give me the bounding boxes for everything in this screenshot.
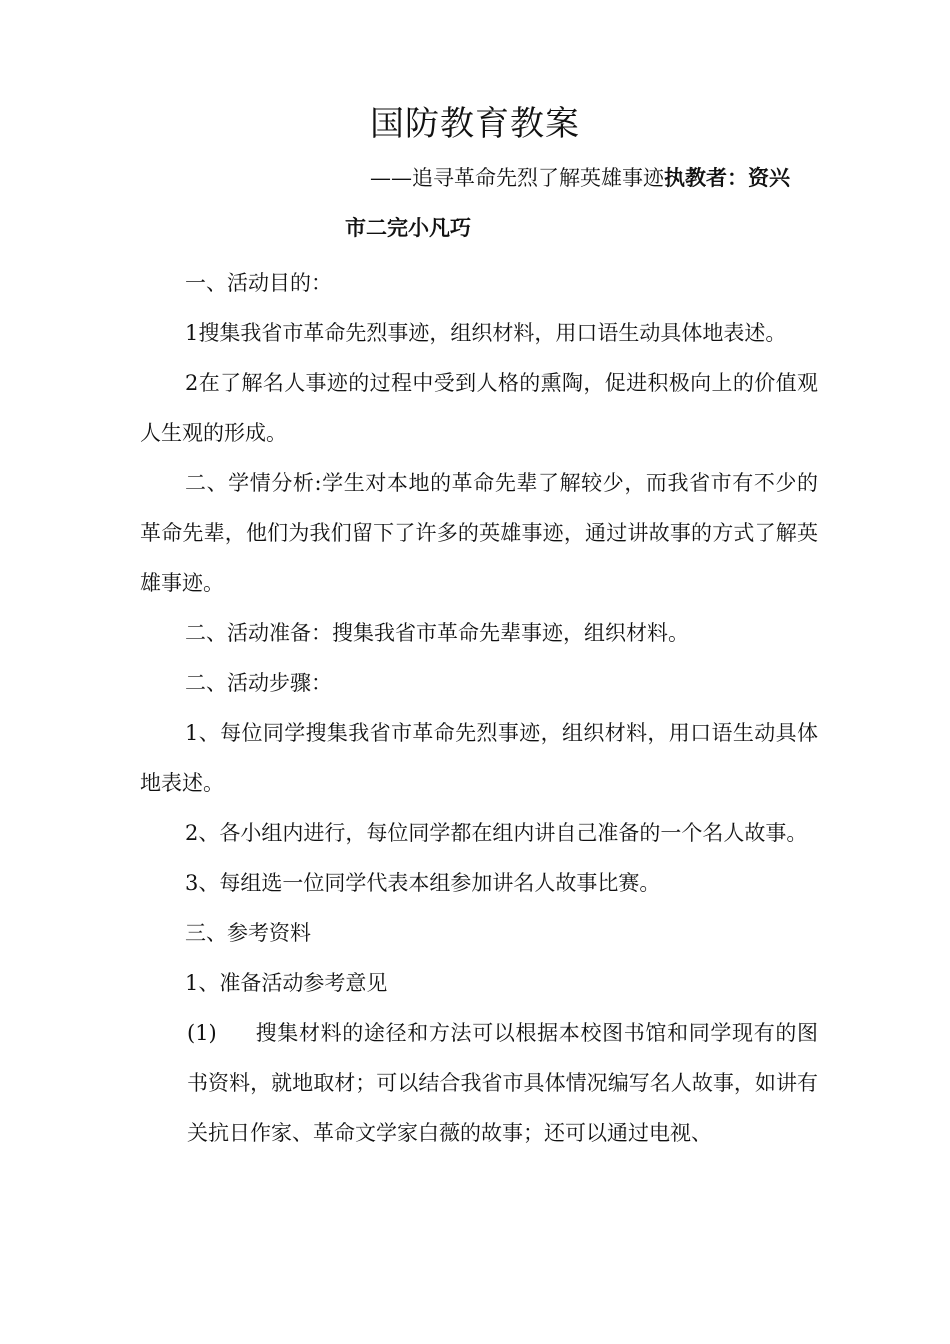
subtitle-text: ——追寻革命先烈了解英雄事迹 [370,166,664,190]
paragraph: 3、每组选一位同学代表本组参加讲名人故事比赛。 [185,871,661,895]
paragraph: 二、学情分析:学生对本地的革命先辈了解较少，而我省市有不少的革命先辈，他们为我们留下了许多的英雄事迹，通过讲故事的方式了解英雄事迹。 [140,471,818,595]
subtitle-line [370,160,790,196]
paragraph: 三、参考资料 [185,921,311,945]
paragraph: 1、每位同学搜集我省市革命先烈事迹，组织材料，用口语生动具体地表述。 [140,721,818,795]
reference-text: 搜集材料的途径和方法可以根据本校图书馆和同学现有的图书资料，就地取材；可以结合我省市具体情况编写名人故事，如讲有关抗日作家、革命文学家白薇的故事；还可以通过电视、 [187,1021,818,1145]
document-title: 国防教育教案 [370,104,580,144]
paragraph: 二、活动步骤： [185,671,332,695]
document-body [140,258,818,1158]
paragraph: 1、准备活动参考意见 [185,971,388,995]
paragraph: 一、活动目的： [185,271,332,295]
author-label: 执教者：资兴 [664,166,790,190]
author-school: 市二完小凡巧 [345,216,471,240]
reference-item [187,1008,818,1158]
paragraph: 2在了解名人事迹的过程中受到人格的熏陶，促进积极向上的价值观人生观的形成。 [140,371,818,445]
paragraph: 2、各小组内进行，每位同学都在组内讲自己准备的一个名人故事。 [185,821,808,845]
paragraph: 二、活动准备：搜集我省市革命先辈事迹，组织材料。 [185,621,689,645]
paragraph: 1搜集我省市革命先烈事迹，组织材料，用口语生动具体地表述。 [185,321,787,345]
reference-number: (1) [187,1021,217,1045]
